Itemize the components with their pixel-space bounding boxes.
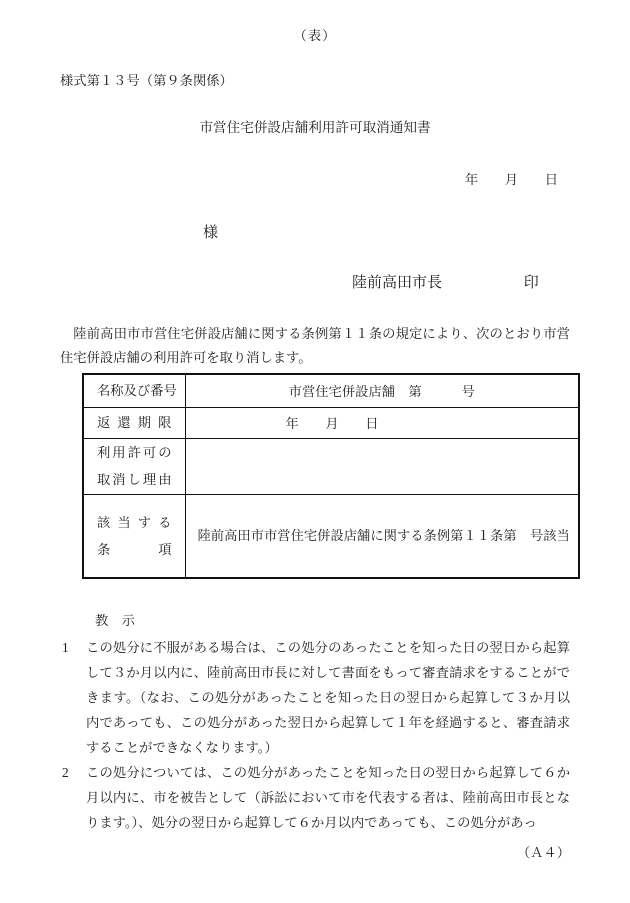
table-label-text: 名 称 及 び 番 号 xyxy=(97,383,177,399)
table-row-applicable-clause xyxy=(83,494,579,578)
table-value-applicable-clause: 陸前高田市市営住宅併設店舗に関する条例第１１条第 号該当 xyxy=(185,494,579,578)
table-label-text: 該 当 す る xyxy=(97,514,172,530)
table-label-text: 取 消 し 理 由 xyxy=(97,472,172,487)
side-label: （表） xyxy=(293,28,337,43)
seal-mark: 印 xyxy=(523,275,539,291)
table-label-applicable-clause xyxy=(83,494,185,578)
instruction-items xyxy=(60,635,570,835)
addressee-honorific: 様 xyxy=(203,225,219,241)
instruction-item-2 xyxy=(60,760,570,835)
table-row-cancel-reason xyxy=(83,438,579,494)
table-label-text: 利 用 許 可 の xyxy=(97,445,172,460)
document-title: 市営住宅併設店舗利用許可取消通知書 xyxy=(199,120,431,135)
table-row-return-deadline xyxy=(83,407,579,438)
table-value-name-number: 市営住宅併設店舗 第 号 xyxy=(185,374,579,407)
table-value-cancel-reason xyxy=(185,438,579,494)
item-text: この処分に不服がある場合は、この処分のあったことを知った日の翌日から起算して３か月以内に、陸前高田市長に対して書面をもって審査請求をすることができます。（なお、この処分があったことを知った日の翌日から起算して３か月以内であっても、この処分があった翌日から起算して１年を経過すると、審査請求することができなくなります。） xyxy=(86,640,570,755)
item-number: 1 xyxy=(62,640,69,655)
sender-name: 陸前高田市長 xyxy=(352,275,443,291)
table-row-name-number xyxy=(83,374,579,407)
instruction-heading: 教 示 xyxy=(95,613,135,628)
table-label-return-deadline xyxy=(83,407,185,438)
notice-table xyxy=(82,373,580,579)
addressee-line xyxy=(203,222,570,244)
form-number: 様式第１３号（第９条関係） xyxy=(60,73,233,88)
table-label-name-number xyxy=(83,374,185,407)
table-value-return-deadline: 年 月 日 xyxy=(185,407,579,438)
table-label-cancel-reason xyxy=(83,438,185,494)
instruction-item-1 xyxy=(60,635,570,760)
table-label-text: 返 還 期 限 xyxy=(97,415,172,430)
item-number: 2 xyxy=(62,765,69,780)
sender-line xyxy=(352,272,570,294)
table-label-text: 条 項 xyxy=(97,541,172,557)
paper-size-label: （Ａ４） xyxy=(516,845,570,860)
item-text: この処分については、この処分があったことを知った日の翌日から起算して６か月以内に、市を被告として（訴訟において市を代表する者は、陸前高田市長となります。）、処分の翌日から起算して６か月以内であっても、この処分があっ xyxy=(86,765,570,830)
date-line: 年 月 日 xyxy=(464,172,558,187)
body-paragraph: 陸前高田市市営住宅併設店舗に関する条例第１１条の規定により、次のとおり市営住宅併設店舗の利用許可を取り消します。 xyxy=(60,326,570,365)
